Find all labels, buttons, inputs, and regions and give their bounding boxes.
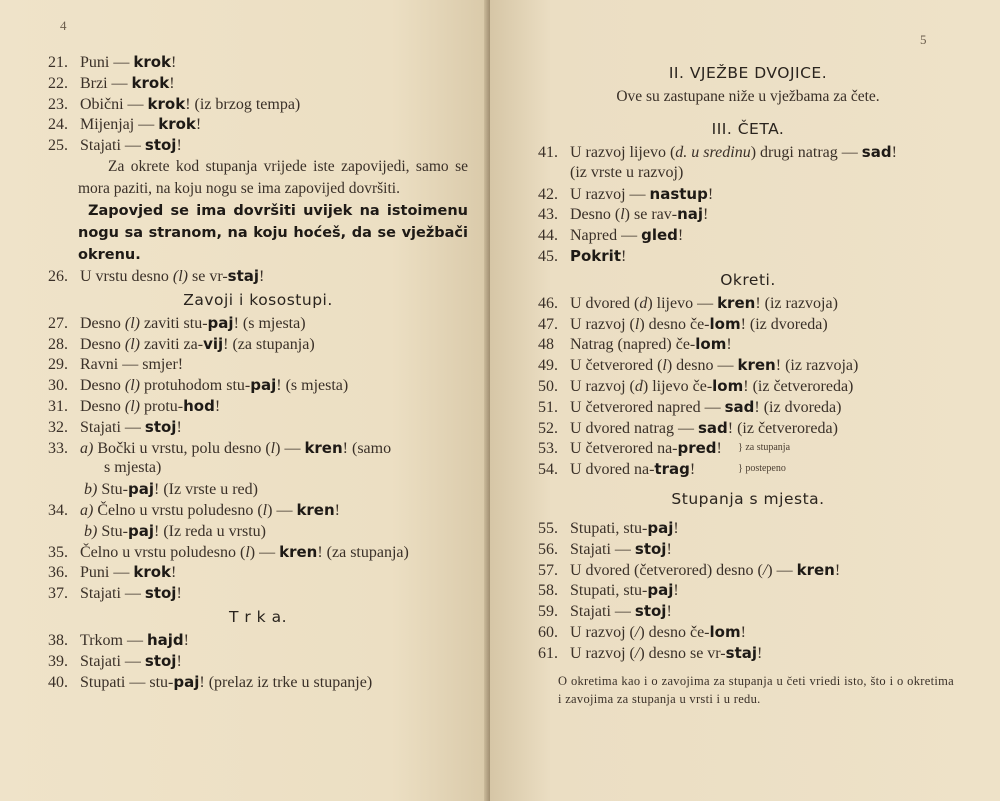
command-line: 30. Desno (l) protuhodom stu-paj! (s mjesta)	[48, 376, 349, 395]
command-line: 46. U dvored (d) lijevo — kren! (iz razvoja)	[538, 293, 838, 312]
command-line: 59. Stajati — stoj!	[538, 602, 672, 621]
brace-note-top: } za stupanja	[738, 441, 791, 453]
command-line: 31. Desno (l) protu-hod!	[48, 396, 221, 415]
command-line: 54. U dvored na-trag!	[538, 460, 696, 479]
right-page	[490, 0, 1000, 801]
command-line: 43. Desno (l) se rav-naj!	[538, 205, 709, 224]
command-line: 57. U dvored (četverored) desno (/) — kren!	[538, 560, 841, 579]
command-line: 56. Stajati — stoj!	[538, 539, 672, 558]
command-line-34a: 34. a) Čelno u vrstu poludesno (l) — kren!	[48, 500, 340, 519]
command-line: 32. Stajati — stoj!	[48, 417, 182, 436]
heading-stupanja: Stupanja s mjesta.	[671, 489, 825, 508]
left-page-text	[48, 52, 468, 692]
subline: Ove su zastupane niže u vježbama za čete.	[616, 88, 880, 105]
brace-note-bottom: } postepeno	[738, 462, 786, 474]
command-line-26: 26. U vrstu desno (l) se vr-staj!	[48, 266, 265, 285]
bold-paragraph: Zapovjed se ima dovršiti uvijek na istoimenu nogu sa stranom, na koju hoćeš, da se vježbači okrenu.	[78, 202, 468, 263]
command-line: 27. Desno (l) zaviti stu-paj! (s mjesta)	[48, 313, 306, 332]
command-line: 24. Mijenjaj — krok!	[48, 115, 202, 134]
command-line-33b: b) Stu-paj! (Iz vrste u red)	[84, 480, 258, 499]
command-line: 49. U četverored (l) desno — kren! (iz razvoja)	[538, 356, 859, 375]
command-line: 58. Stupati, stu-paj!	[538, 581, 679, 600]
heading-ceta: III. ČETA.	[711, 120, 785, 138]
command-line-33a-cont: s mjesta)	[104, 459, 162, 477]
command-line: 42. U razvoj — nastup!	[538, 184, 714, 203]
command-line: 22. Brzi — krok!	[48, 73, 175, 92]
command-line: 36. Puni — krok!	[48, 563, 177, 582]
command-line: 51. U četverored napred — sad! (iz dvoreda)	[538, 397, 842, 416]
command-line-34b: b) Stu-paj! (Iz reda u vrstu)	[84, 521, 266, 540]
command-line: 60. U razvoj (/) desno če-lom!	[538, 622, 746, 641]
command-line-33a: 33. a) Bočki u vrstu, polu desno (l) — kren! (samo	[48, 438, 392, 457]
page-number-right: 5	[920, 32, 927, 47]
command-line: 45. Pokrit!	[538, 246, 627, 265]
heading-okreti: Okreti.	[720, 270, 776, 289]
footnote: O okretima kao i o zavojima za stupanja u četi vriedi isto, što i o okretima i zavojima za stupanja u vrsti i u redu.	[558, 673, 954, 706]
note-paragraph: Za okrete kod stupanja vrijede iste zapovijedi, samo se mora paziti, na koju nogu se ima zapovijed dovršiti.	[78, 157, 468, 197]
heading-zavoji: Zavoji i kosostupi.	[183, 290, 333, 309]
heading-trka: T r k a.	[228, 607, 288, 626]
command-line: 48 Natrag (napred) če-lom!	[538, 335, 732, 354]
command-line: 35. Čelno u vrstu poludesno (l) — kren! (za stupanja)	[48, 542, 409, 561]
heading-vjezbe-dvojice: II. VJEŽBE DVOJICE.	[668, 64, 828, 82]
command-line-41: 41. U razvoj lijevo (d. u sredinu) drugi natrag — sad!	[538, 143, 897, 161]
page-number-left: 4	[60, 18, 67, 33]
left-page	[0, 0, 490, 801]
command-line: 50. U razvoj (d) lijevo če-lom! (iz četveroreda)	[538, 376, 854, 395]
command-line: 23. Obični — krok! (iz brzog tempa)	[48, 94, 301, 113]
command-line: 61. U razvoj (/) desno se vr-staj!	[538, 643, 763, 662]
command-line-41-cont: (iz vrste u razvoj)	[570, 163, 684, 181]
command-line: 28. Desno (l) zaviti za-vij! (za stupanja)	[48, 334, 315, 353]
command-line: 29. Ravni — smjer!	[48, 356, 184, 374]
command-line: 52. U dvored natrag — sad! (iz četveroreda)	[538, 418, 838, 437]
command-line: 37. Stajati — stoj!	[48, 584, 182, 603]
command-line: 55. Stupati, stu-paj!	[538, 518, 679, 537]
right-page-text	[538, 60, 958, 708]
command-line: 39. Stajati — stoj!	[48, 651, 182, 670]
command-line: 47. U razvoj (l) desno če-lom! (iz dvoreda)	[538, 314, 828, 333]
command-line: 38. Trkom — hajd!	[48, 630, 189, 649]
command-line: 53. U četverored na-pred!	[538, 439, 722, 458]
command-line: 44. Napred — gled!	[538, 226, 684, 245]
command-line: 21. Puni — krok!	[48, 53, 177, 71]
command-line: 40. Stupati — stu-paj! (prelaz iz trke u stupanje)	[48, 672, 373, 691]
command-line: 25. Stajati — stoj!	[48, 136, 182, 155]
